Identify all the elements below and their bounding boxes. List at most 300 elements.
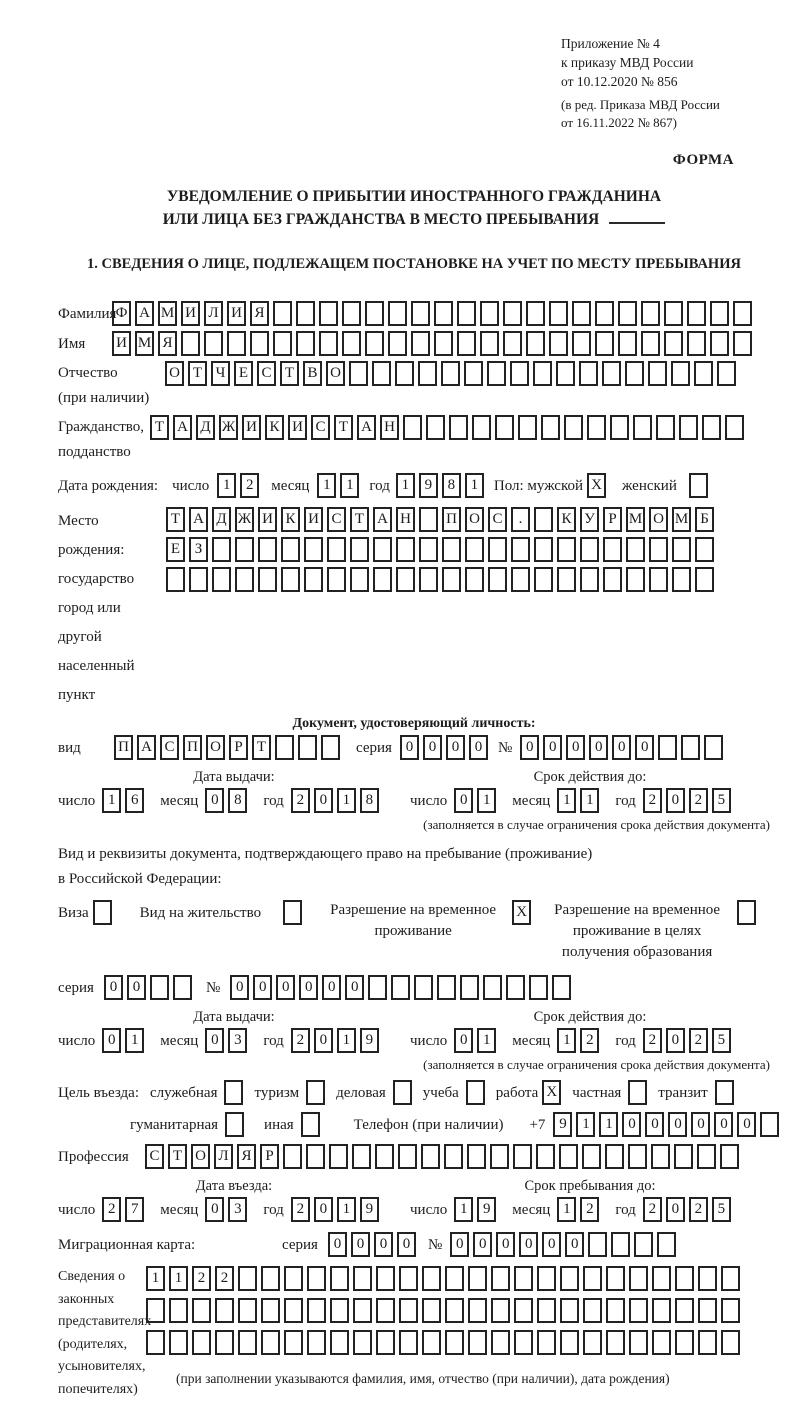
- char-cell[interactable]: 5: [712, 788, 731, 813]
- char-cell[interactable]: 0: [543, 735, 562, 760]
- char-cell[interactable]: П: [183, 735, 202, 760]
- char-cell[interactable]: [611, 1232, 630, 1257]
- char-cell[interactable]: [559, 1144, 578, 1169]
- char-cell[interactable]: [399, 1266, 418, 1291]
- char-cell[interactable]: 0: [666, 1028, 685, 1053]
- char-cell[interactable]: [649, 567, 668, 592]
- char-cell[interactable]: [595, 331, 614, 356]
- char-cell[interactable]: [258, 567, 277, 592]
- char-cell[interactable]: [652, 1298, 671, 1323]
- char-cell[interactable]: 6: [125, 788, 144, 813]
- char-cell[interactable]: [626, 567, 645, 592]
- char-cell[interactable]: П: [114, 735, 133, 760]
- char-cell[interactable]: [698, 1266, 717, 1291]
- char-cell[interactable]: 2: [192, 1266, 211, 1291]
- char-cell[interactable]: [307, 1330, 326, 1355]
- char-cell[interactable]: И: [112, 331, 131, 356]
- char-cell[interactable]: Л: [204, 301, 223, 326]
- char-cell[interactable]: [376, 1266, 395, 1291]
- char-cell[interactable]: О: [465, 507, 484, 532]
- purpose-tranzit-checkbox[interactable]: [715, 1080, 734, 1105]
- char-cell[interactable]: 1: [557, 1197, 576, 1222]
- char-cell[interactable]: 1: [599, 1112, 618, 1137]
- char-cell[interactable]: [534, 507, 553, 532]
- char-cell[interactable]: [588, 1232, 607, 1257]
- char-cell[interactable]: [694, 361, 713, 386]
- char-cell[interactable]: [215, 1330, 234, 1355]
- char-cell[interactable]: 1: [146, 1266, 165, 1291]
- char-cell[interactable]: 2: [689, 1197, 708, 1222]
- char-cell[interactable]: [445, 1330, 464, 1355]
- char-cell[interactable]: С: [257, 361, 276, 386]
- char-cell[interactable]: [388, 331, 407, 356]
- char-cell[interactable]: Н: [396, 507, 415, 532]
- char-cell[interactable]: А: [189, 507, 208, 532]
- char-cell[interactable]: 2: [291, 788, 310, 813]
- char-cell[interactable]: [534, 537, 553, 562]
- char-cell[interactable]: [674, 1144, 693, 1169]
- char-cell[interactable]: 0: [276, 975, 295, 1000]
- char-cell[interactable]: [652, 1266, 671, 1291]
- char-cell[interactable]: [537, 1266, 556, 1291]
- char-cell[interactable]: 0: [691, 1112, 710, 1137]
- char-cell[interactable]: [537, 1330, 556, 1355]
- char-cell[interactable]: 9: [419, 473, 438, 498]
- char-cell[interactable]: [681, 735, 700, 760]
- char-cell[interactable]: [695, 567, 714, 592]
- char-cell[interactable]: А: [173, 415, 192, 440]
- char-cell[interactable]: [457, 331, 476, 356]
- char-cell[interactable]: 0: [666, 1197, 685, 1222]
- char-cell[interactable]: 0: [205, 1197, 224, 1222]
- char-cell[interactable]: [349, 361, 368, 386]
- char-cell[interactable]: Д: [212, 507, 231, 532]
- char-cell[interactable]: К: [557, 507, 576, 532]
- char-cell[interactable]: [238, 1266, 257, 1291]
- char-cell[interactable]: [350, 567, 369, 592]
- char-cell[interactable]: О: [191, 1144, 210, 1169]
- char-cell[interactable]: [480, 331, 499, 356]
- char-cell[interactable]: [491, 1298, 510, 1323]
- char-cell[interactable]: [426, 415, 445, 440]
- char-cell[interactable]: [672, 537, 691, 562]
- char-cell[interactable]: Ч: [211, 361, 230, 386]
- char-cell[interactable]: 0: [565, 1232, 584, 1257]
- char-cell[interactable]: [373, 537, 392, 562]
- residence-permit-checkbox[interactable]: [283, 900, 302, 925]
- char-cell[interactable]: [442, 567, 461, 592]
- char-cell[interactable]: [445, 1266, 464, 1291]
- char-cell[interactable]: 1: [396, 473, 415, 498]
- char-cell[interactable]: [437, 975, 456, 1000]
- char-cell[interactable]: [146, 1298, 165, 1323]
- char-cell[interactable]: [552, 975, 571, 1000]
- char-cell[interactable]: 2: [291, 1197, 310, 1222]
- char-cell[interactable]: [307, 1298, 326, 1323]
- purpose-gumanitarnaya-checkbox[interactable]: [225, 1112, 244, 1137]
- char-cell[interactable]: [421, 1144, 440, 1169]
- char-cell[interactable]: [490, 1144, 509, 1169]
- char-cell[interactable]: 9: [360, 1197, 379, 1222]
- char-cell[interactable]: 2: [643, 1197, 662, 1222]
- char-cell[interactable]: 0: [230, 975, 249, 1000]
- char-cell[interactable]: [296, 331, 315, 356]
- char-cell[interactable]: Ж: [235, 507, 254, 532]
- char-cell[interactable]: [657, 1232, 676, 1257]
- char-cell[interactable]: [192, 1330, 211, 1355]
- char-cell[interactable]: [319, 331, 338, 356]
- char-cell[interactable]: 8: [360, 788, 379, 813]
- char-cell[interactable]: О: [206, 735, 225, 760]
- char-cell[interactable]: [449, 415, 468, 440]
- char-cell[interactable]: [503, 331, 522, 356]
- char-cell[interactable]: [169, 1330, 188, 1355]
- char-cell[interactable]: Д: [196, 415, 215, 440]
- char-cell[interactable]: [606, 1298, 625, 1323]
- char-cell[interactable]: [419, 567, 438, 592]
- char-cell[interactable]: [373, 567, 392, 592]
- char-cell[interactable]: [418, 361, 437, 386]
- purpose-inaya-checkbox[interactable]: [301, 1112, 320, 1137]
- char-cell[interactable]: [634, 1232, 653, 1257]
- char-cell[interactable]: [368, 975, 387, 1000]
- char-cell[interactable]: 7: [125, 1197, 144, 1222]
- char-cell[interactable]: 1: [337, 1197, 356, 1222]
- char-cell[interactable]: 0: [328, 1232, 347, 1257]
- char-cell[interactable]: [564, 415, 583, 440]
- char-cell[interactable]: [695, 537, 714, 562]
- char-cell[interactable]: 1: [576, 1112, 595, 1137]
- char-cell[interactable]: 3: [228, 1197, 247, 1222]
- char-cell[interactable]: 0: [469, 735, 488, 760]
- char-cell[interactable]: [273, 301, 292, 326]
- char-cell[interactable]: 0: [446, 735, 465, 760]
- char-cell[interactable]: 2: [580, 1028, 599, 1053]
- char-cell[interactable]: [720, 1144, 739, 1169]
- char-cell[interactable]: [422, 1330, 441, 1355]
- char-cell[interactable]: [529, 975, 548, 1000]
- char-cell[interactable]: [173, 975, 192, 1000]
- char-cell[interactable]: [275, 735, 294, 760]
- char-cell[interactable]: [679, 415, 698, 440]
- char-cell[interactable]: [651, 1144, 670, 1169]
- char-cell[interactable]: [721, 1266, 740, 1291]
- char-cell[interactable]: [704, 735, 723, 760]
- char-cell[interactable]: [166, 567, 185, 592]
- char-cell[interactable]: 0: [473, 1232, 492, 1257]
- char-cell[interactable]: 0: [612, 735, 631, 760]
- char-cell[interactable]: [353, 1330, 372, 1355]
- char-cell[interactable]: 1: [557, 788, 576, 813]
- char-cell[interactable]: [464, 361, 483, 386]
- char-cell[interactable]: А: [137, 735, 156, 760]
- char-cell[interactable]: Т: [150, 415, 169, 440]
- char-cell[interactable]: 1: [477, 788, 496, 813]
- char-cell[interactable]: [487, 361, 506, 386]
- char-cell[interactable]: [261, 1298, 280, 1323]
- char-cell[interactable]: [675, 1330, 694, 1355]
- char-cell[interactable]: [444, 1144, 463, 1169]
- char-cell[interactable]: 2: [240, 473, 259, 498]
- char-cell[interactable]: С: [488, 507, 507, 532]
- char-cell[interactable]: А: [135, 301, 154, 326]
- char-cell[interactable]: [398, 1144, 417, 1169]
- temp-permit-checkbox[interactable]: X: [512, 900, 531, 925]
- char-cell[interactable]: [352, 1144, 371, 1169]
- char-cell[interactable]: [169, 1298, 188, 1323]
- char-cell[interactable]: 0: [454, 788, 473, 813]
- char-cell[interactable]: О: [649, 507, 668, 532]
- char-cell[interactable]: [353, 1298, 372, 1323]
- char-cell[interactable]: [235, 567, 254, 592]
- char-cell[interactable]: [491, 1266, 510, 1291]
- char-cell[interactable]: [419, 537, 438, 562]
- char-cell[interactable]: [503, 301, 522, 326]
- char-cell[interactable]: [445, 1298, 464, 1323]
- char-cell[interactable]: .: [511, 507, 530, 532]
- char-cell[interactable]: [238, 1298, 257, 1323]
- char-cell[interactable]: [572, 301, 591, 326]
- char-cell[interactable]: [472, 415, 491, 440]
- char-cell[interactable]: [192, 1298, 211, 1323]
- char-cell[interactable]: 1: [102, 788, 121, 813]
- purpose-sluzhebnaya-checkbox[interactable]: [224, 1080, 243, 1105]
- char-cell[interactable]: Т: [252, 735, 271, 760]
- char-cell[interactable]: [212, 567, 231, 592]
- char-cell[interactable]: [556, 361, 575, 386]
- char-cell[interactable]: [306, 1144, 325, 1169]
- char-cell[interactable]: 2: [689, 788, 708, 813]
- char-cell[interactable]: И: [227, 301, 246, 326]
- char-cell[interactable]: [583, 1266, 602, 1291]
- char-cell[interactable]: 0: [520, 735, 539, 760]
- char-cell[interactable]: [396, 567, 415, 592]
- char-cell[interactable]: 1: [580, 788, 599, 813]
- char-cell[interactable]: 1: [125, 1028, 144, 1053]
- char-cell[interactable]: [465, 537, 484, 562]
- char-cell[interactable]: 0: [351, 1232, 370, 1257]
- char-cell[interactable]: 0: [622, 1112, 641, 1137]
- char-cell[interactable]: [733, 301, 752, 326]
- char-cell[interactable]: [506, 975, 525, 1000]
- char-cell[interactable]: Л: [214, 1144, 233, 1169]
- char-cell[interactable]: [399, 1298, 418, 1323]
- char-cell[interactable]: 1: [340, 473, 359, 498]
- char-cell[interactable]: [511, 567, 530, 592]
- char-cell[interactable]: 5: [712, 1197, 731, 1222]
- char-cell[interactable]: [261, 1266, 280, 1291]
- char-cell[interactable]: 0: [205, 788, 224, 813]
- char-cell[interactable]: 0: [519, 1232, 538, 1257]
- char-cell[interactable]: Р: [603, 507, 622, 532]
- char-cell[interactable]: [587, 415, 606, 440]
- char-cell[interactable]: [488, 567, 507, 592]
- char-cell[interactable]: 1: [169, 1266, 188, 1291]
- char-cell[interactable]: 0: [102, 1028, 121, 1053]
- char-cell[interactable]: [261, 1330, 280, 1355]
- char-cell[interactable]: [284, 1298, 303, 1323]
- char-cell[interactable]: [760, 1112, 779, 1137]
- char-cell[interactable]: 9: [553, 1112, 572, 1137]
- char-cell[interactable]: [603, 567, 622, 592]
- char-cell[interactable]: [603, 537, 622, 562]
- char-cell[interactable]: С: [311, 415, 330, 440]
- char-cell[interactable]: Т: [280, 361, 299, 386]
- char-cell[interactable]: [488, 537, 507, 562]
- char-cell[interactable]: [514, 1298, 533, 1323]
- char-cell[interactable]: З: [189, 537, 208, 562]
- char-cell[interactable]: [365, 331, 384, 356]
- char-cell[interactable]: [625, 361, 644, 386]
- char-cell[interactable]: [250, 331, 269, 356]
- char-cell[interactable]: С: [327, 507, 346, 532]
- char-cell[interactable]: [526, 301, 545, 326]
- char-cell[interactable]: [583, 1330, 602, 1355]
- char-cell[interactable]: Я: [158, 331, 177, 356]
- char-cell[interactable]: [534, 567, 553, 592]
- char-cell[interactable]: [212, 537, 231, 562]
- char-cell[interactable]: И: [181, 301, 200, 326]
- char-cell[interactable]: Н: [380, 415, 399, 440]
- char-cell[interactable]: [618, 331, 637, 356]
- char-cell[interactable]: [442, 537, 461, 562]
- purpose-chastnaya-checkbox[interactable]: [628, 1080, 647, 1105]
- char-cell[interactable]: [284, 1266, 303, 1291]
- char-cell[interactable]: [327, 567, 346, 592]
- char-cell[interactable]: 0: [666, 788, 685, 813]
- char-cell[interactable]: 1: [454, 1197, 473, 1222]
- char-cell[interactable]: [495, 415, 514, 440]
- char-cell[interactable]: [675, 1266, 694, 1291]
- char-cell[interactable]: [582, 1144, 601, 1169]
- char-cell[interactable]: [281, 537, 300, 562]
- char-cell[interactable]: 0: [589, 735, 608, 760]
- purpose-delovaya-checkbox[interactable]: [393, 1080, 412, 1105]
- char-cell[interactable]: [610, 415, 629, 440]
- char-cell[interactable]: О: [326, 361, 345, 386]
- char-cell[interactable]: [480, 301, 499, 326]
- char-cell[interactable]: [376, 1298, 395, 1323]
- char-cell[interactable]: [422, 1266, 441, 1291]
- char-cell[interactable]: [491, 1330, 510, 1355]
- char-cell[interactable]: [675, 1298, 694, 1323]
- char-cell[interactable]: 0: [668, 1112, 687, 1137]
- char-cell[interactable]: [441, 361, 460, 386]
- char-cell[interactable]: [560, 1330, 579, 1355]
- char-cell[interactable]: [460, 975, 479, 1000]
- char-cell[interactable]: [687, 331, 706, 356]
- char-cell[interactable]: [296, 301, 315, 326]
- char-cell[interactable]: [526, 331, 545, 356]
- char-cell[interactable]: [411, 331, 430, 356]
- char-cell[interactable]: [396, 537, 415, 562]
- char-cell[interactable]: 2: [215, 1266, 234, 1291]
- char-cell[interactable]: [721, 1298, 740, 1323]
- char-cell[interactable]: [580, 537, 599, 562]
- char-cell[interactable]: [422, 1298, 441, 1323]
- char-cell[interactable]: [273, 331, 292, 356]
- char-cell[interactable]: [560, 1266, 579, 1291]
- char-cell[interactable]: 9: [360, 1028, 379, 1053]
- purpose-ucheba-checkbox[interactable]: [466, 1080, 485, 1105]
- char-cell[interactable]: [204, 331, 223, 356]
- char-cell[interactable]: [419, 507, 438, 532]
- char-cell[interactable]: [518, 415, 537, 440]
- char-cell[interactable]: 0: [345, 975, 364, 1000]
- char-cell[interactable]: 0: [322, 975, 341, 1000]
- char-cell[interactable]: [283, 1144, 302, 1169]
- char-cell[interactable]: [327, 537, 346, 562]
- char-cell[interactable]: [181, 331, 200, 356]
- char-cell[interactable]: М: [135, 331, 154, 356]
- char-cell[interactable]: [733, 331, 752, 356]
- char-cell[interactable]: [549, 301, 568, 326]
- char-cell[interactable]: [664, 331, 683, 356]
- char-cell[interactable]: 2: [689, 1028, 708, 1053]
- char-cell[interactable]: [648, 361, 667, 386]
- char-cell[interactable]: [434, 301, 453, 326]
- char-cell[interactable]: [258, 537, 277, 562]
- purpose-rabota-checkbox[interactable]: X: [542, 1080, 561, 1105]
- char-cell[interactable]: Т: [334, 415, 353, 440]
- char-cell[interactable]: [641, 331, 660, 356]
- char-cell[interactable]: [376, 1330, 395, 1355]
- char-cell[interactable]: [687, 301, 706, 326]
- char-cell[interactable]: [375, 1144, 394, 1169]
- char-cell[interactable]: [641, 301, 660, 326]
- char-cell[interactable]: [710, 301, 729, 326]
- char-cell[interactable]: 1: [337, 788, 356, 813]
- char-cell[interactable]: 0: [397, 1232, 416, 1257]
- char-cell[interactable]: С: [145, 1144, 164, 1169]
- char-cell[interactable]: [150, 975, 169, 1000]
- char-cell[interactable]: [365, 301, 384, 326]
- char-cell[interactable]: 2: [102, 1197, 121, 1222]
- char-cell[interactable]: 0: [645, 1112, 664, 1137]
- char-cell[interactable]: [721, 1330, 740, 1355]
- char-cell[interactable]: 0: [299, 975, 318, 1000]
- char-cell[interactable]: 0: [400, 735, 419, 760]
- char-cell[interactable]: 2: [580, 1197, 599, 1222]
- char-cell[interactable]: [457, 301, 476, 326]
- char-cell[interactable]: [514, 1330, 533, 1355]
- char-cell[interactable]: [560, 1298, 579, 1323]
- char-cell[interactable]: [710, 331, 729, 356]
- char-cell[interactable]: [633, 415, 652, 440]
- char-cell[interactable]: [235, 537, 254, 562]
- char-cell[interactable]: [284, 1330, 303, 1355]
- char-cell[interactable]: [595, 301, 614, 326]
- char-cell[interactable]: [215, 1298, 234, 1323]
- char-cell[interactable]: [372, 361, 391, 386]
- char-cell[interactable]: Е: [234, 361, 253, 386]
- char-cell[interactable]: [399, 1330, 418, 1355]
- char-cell[interactable]: Т: [188, 361, 207, 386]
- char-cell[interactable]: Т: [166, 507, 185, 532]
- char-cell[interactable]: 1: [477, 1028, 496, 1053]
- char-cell[interactable]: [414, 975, 433, 1000]
- char-cell[interactable]: У: [580, 507, 599, 532]
- char-cell[interactable]: П: [442, 507, 461, 532]
- char-cell[interactable]: [330, 1298, 349, 1323]
- char-cell[interactable]: [725, 415, 744, 440]
- char-cell[interactable]: 0: [314, 1028, 333, 1053]
- char-cell[interactable]: 0: [104, 975, 123, 1000]
- char-cell[interactable]: Ж: [219, 415, 238, 440]
- char-cell[interactable]: [483, 975, 502, 1000]
- char-cell[interactable]: 1: [317, 473, 336, 498]
- char-cell[interactable]: 0: [737, 1112, 756, 1137]
